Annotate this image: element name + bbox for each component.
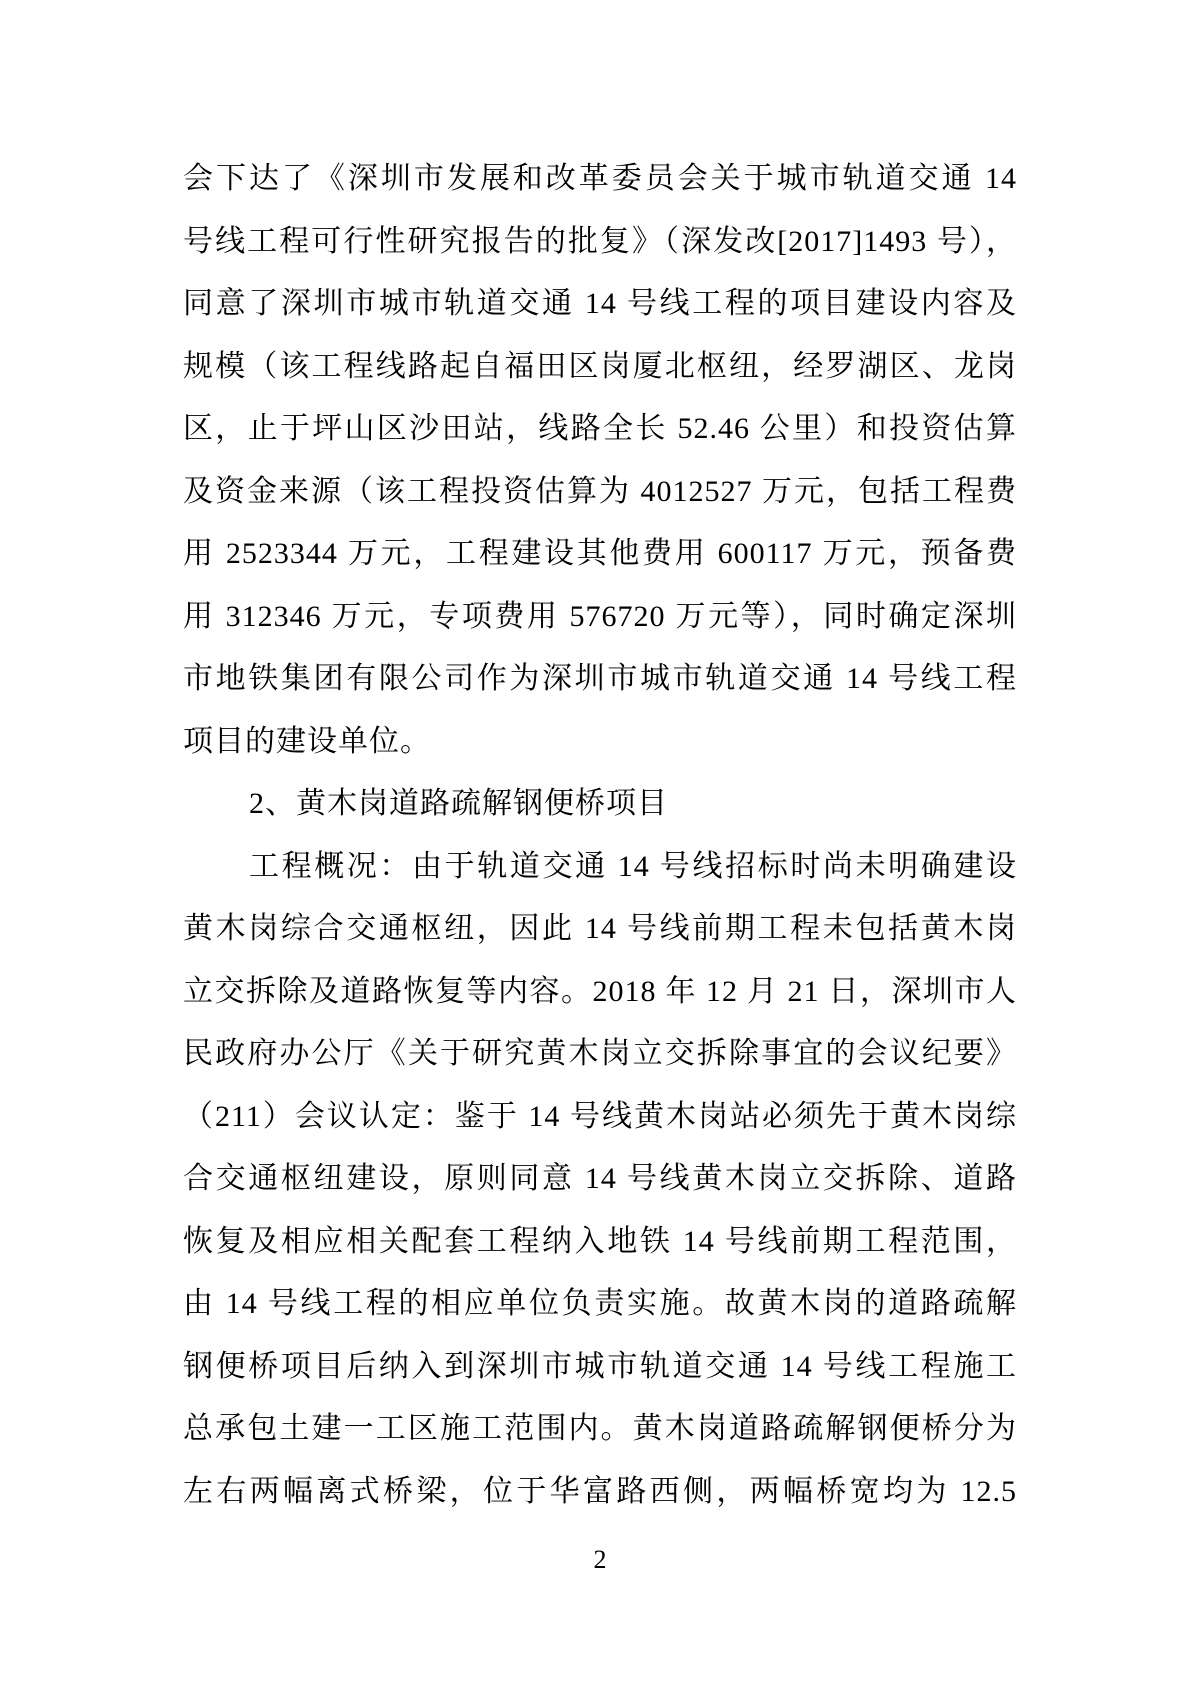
page-number: 2 [593, 1545, 607, 1574]
section-heading: 2、黄木岗道路疏解钢便桥项目 [249, 787, 668, 820]
body-line: 用 2523344 万元，工程建设其他费用 600117 万元，预备费 [183, 537, 1017, 570]
body-line: 工程概况：由于轨道交通 14 号线招标时尚未明确建设 [249, 849, 1017, 883]
page-footer [183, 1540, 1017, 1580]
body-line: 号线工程可行性研究报告的批复》（深发改[2017]1493 号）， [183, 224, 1017, 258]
body-line: 及资金来源（该工程投资估算为 4012527 万元，包括工程费 [183, 474, 1017, 508]
body-line: 左右两幅离式桥梁，位于华富路西侧，两幅桥宽均为 12.5 [183, 1474, 1017, 1508]
body-line: 同意了深圳市城市轨道交通 14 号线工程的项目建设内容及 [183, 287, 1017, 320]
body-line: 用 312346 万元，专项费用 576720 万元等），同时确定深圳 [183, 599, 1017, 633]
body-line: 总承包土建一工区施工范围内。黄木岗道路疏解钢便桥分为 [183, 1412, 1017, 1445]
body-line: （211）会议认定：鉴于 14 号线黄木岗站必须先于黄木岗综 [183, 1099, 1017, 1133]
body-line: 由 14 号线工程的相应单位负责实施。故黄木岗的道路疏解 [183, 1287, 1017, 1320]
body-line: 市地铁集团有限公司作为深圳市城市轨道交通 14 号线工程 [183, 662, 1017, 695]
body-line: 规模（该工程线路起自福田区岗厦北枢纽，经罗湖区、龙岗 [183, 349, 1017, 383]
body-line: 立交拆除及道路恢复等内容。2018 年 12 月 21 日，深圳市人 [183, 974, 1017, 1008]
body-line: 恢复及相应相关配套工程纳入地铁 14 号线前期工程范围， [183, 1224, 1017, 1258]
body-line: 合交通枢纽建设，原则同意 14 号线黄木岗立交拆除、道路 [183, 1162, 1017, 1195]
body-line: 项目的建设单位。 [183, 724, 431, 758]
body-line: 会下达了《深圳市发展和改革委员会关于城市轨道交通 14 [183, 162, 1017, 195]
body-line: 黄木岗综合交通枢纽，因此 14 号线前期工程未包括黄木岗 [183, 912, 1017, 945]
body-line: 区，止于坪山区沙田站，线路全长 52.46 公里）和投资估算 [183, 412, 1017, 445]
document-body [183, 148, 1017, 1523]
body-line: 民政府办公厅《关于研究黄木岗立交拆除事宜的会议纪要》 [183, 1037, 1017, 1070]
body-line: 钢便桥项目后纳入到深圳市城市轨道交通 14 号线工程施工 [183, 1349, 1017, 1383]
